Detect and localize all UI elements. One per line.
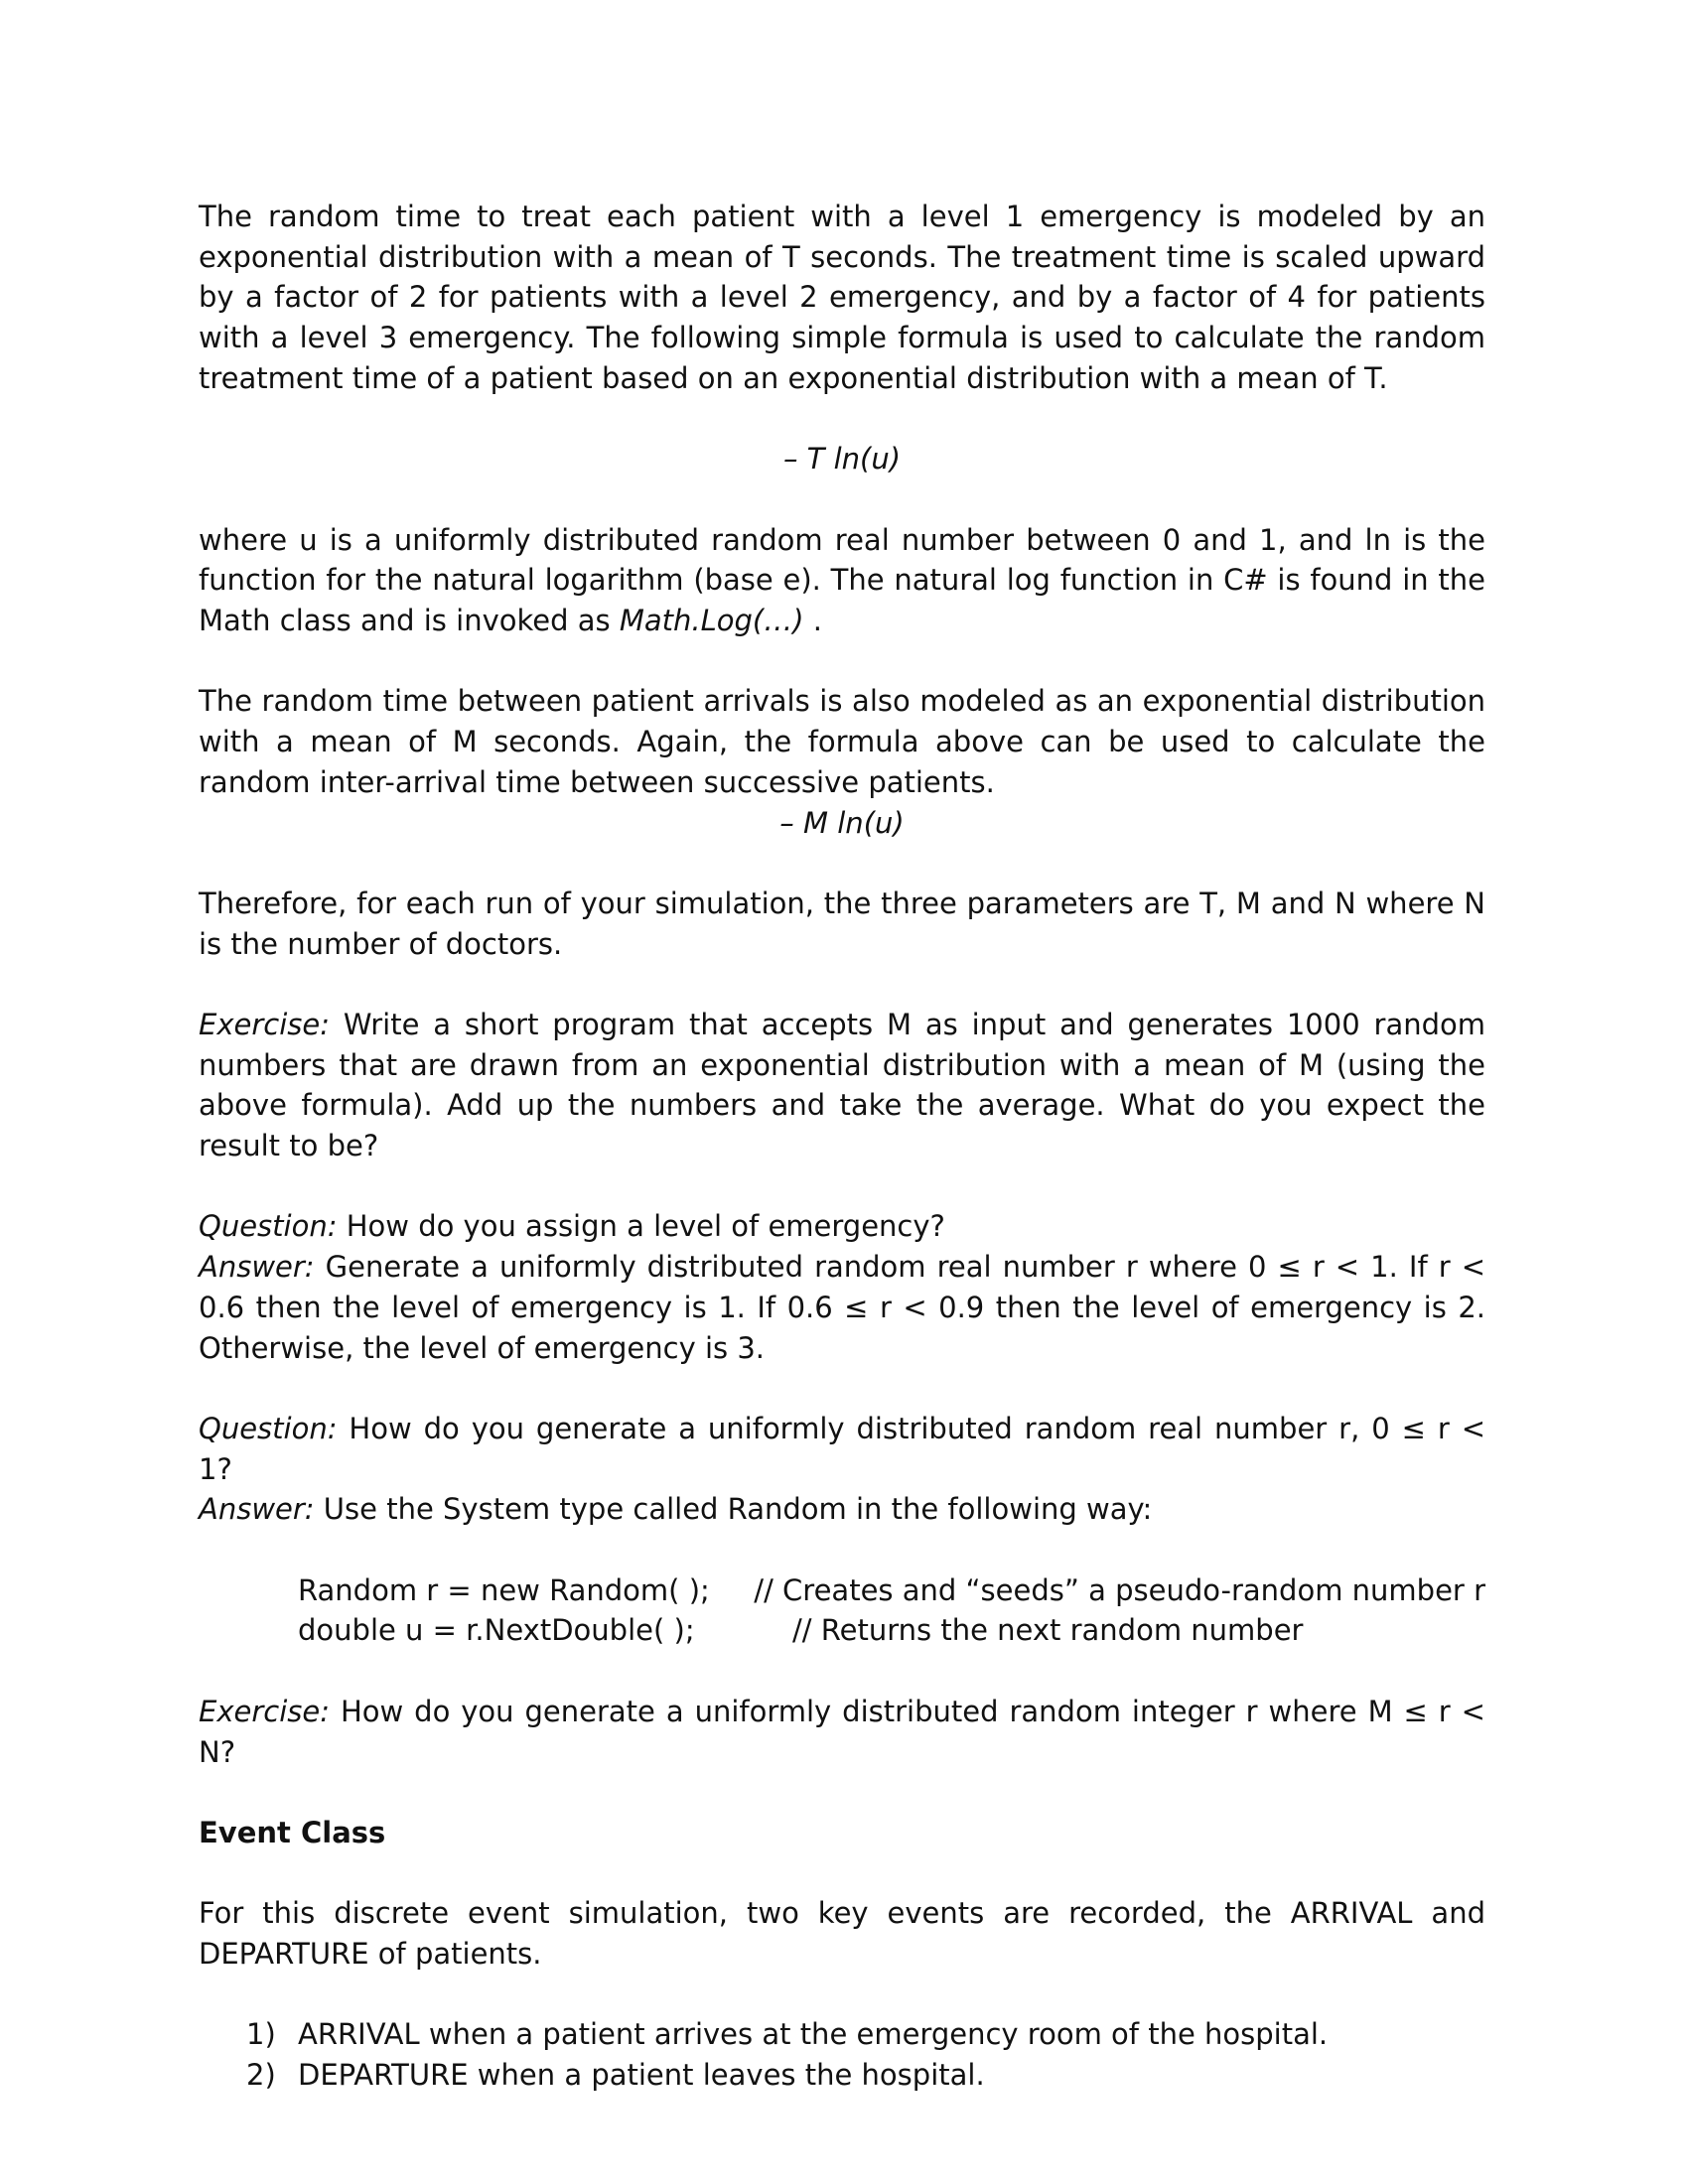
spacer xyxy=(199,1166,1485,1207)
list-item-number: 2) xyxy=(246,2058,276,2093)
answer-label: Answer: xyxy=(199,1492,315,1527)
paragraph-event-intro: For this discrete event simulation, two key events are recorded, the ARRIVAL and DEPARTURE of patients. xyxy=(199,1896,1485,1972)
where-u-end: . xyxy=(803,604,822,637)
exercise-average xyxy=(199,1005,1485,1166)
spacer xyxy=(199,1651,1485,1692)
code-comment: // Returns the next random number xyxy=(792,1613,1304,1648)
spacer xyxy=(199,1853,1485,1894)
list-item-text: ARRIVAL when a patient arrives at the emergency room of the hospital. xyxy=(298,2017,1329,2052)
formula-treatment-time: – T ln(u) xyxy=(782,442,902,477)
spacer xyxy=(199,843,1485,884)
exercise-label: Exercise: xyxy=(199,1694,330,1728)
question-label: Question: xyxy=(199,1209,338,1244)
document-body xyxy=(199,197,1485,2096)
code-sample xyxy=(298,1570,1485,1651)
exercise-text: Write a short program that accepts M as input and generates 1000 random numbers that are drawn from an exponential distribution with a mean of M (using the above formula). Add up the numbers and take the average. What do you expect the result to be? xyxy=(199,1007,1485,1163)
code-line xyxy=(298,1610,1485,1651)
code-line xyxy=(298,1570,1485,1611)
list-item xyxy=(199,2014,1485,2055)
exercise-label: Exercise: xyxy=(199,1007,330,1041)
list-item-text: DEPARTURE when a patient leaves the hospital. xyxy=(298,2058,985,2093)
where-u-text: where u is a uniformly distributed random real number between 0 and 1, and ln is the function for the natural logarithm (base e). The natural log function in C# is found in the Math class and is invoked as xyxy=(199,522,1485,637)
paragraph-where-u xyxy=(199,520,1485,641)
question-text: How do you generate a uniformly distributed random real number r, 0 ≤ r < 1? xyxy=(199,1411,1485,1486)
formula-interarrival: – M ln(u) xyxy=(779,805,905,840)
code-comment: // Creates and “seeds” a pseudo-random number r xyxy=(754,1572,1485,1607)
math-log-code: Math.Log(…) xyxy=(619,604,804,637)
event-list xyxy=(199,2014,1485,2095)
question-text: How do you assign a level of emergency? xyxy=(337,1209,945,1244)
spacer xyxy=(199,479,1485,520)
paragraph-interarrival: The random time between patient arrivals is also modeled as an exponential distribution with a mean of M seconds. Again, the formula above can be used to calculate the random inter-arrival time between successive patients. xyxy=(199,684,1485,799)
question-label: Question: xyxy=(199,1411,338,1445)
exercise-random-integer xyxy=(199,1692,1485,1772)
code-statement: double u = r.NextDouble( ); xyxy=(298,1613,695,1648)
answer-label: Answer: xyxy=(199,1250,315,1285)
spacer xyxy=(199,1975,1485,2015)
question-emergency-level xyxy=(199,1206,1485,1247)
answer-text: Generate a uniformly distributed random real number r where 0 ≤ r < 1. If r < 0.6 then the level of emergency is 1. If 0.6 ≤ r < 0.9 then the level of emergency is 2. Otherwise, the level of emergency is 3. xyxy=(199,1250,1485,1365)
paragraph-treatment-time: The random time to treat each patient with a level 1 emergency is modeled by an exponential distribution with a mean of T seconds. The treatment time is scaled upward by a factor of 2 for patients with a level 2 emergency, and by a factor of 4 for patients with a level 3 emergency. The following simple formula is used to calculate the random treatment time of a patient based on an exponential distribution with a mean of T. xyxy=(199,200,1485,395)
spacer xyxy=(199,1368,1485,1409)
answer-text: Use the System type called Random in the following way: xyxy=(314,1492,1153,1527)
section-heading-event-class: Event Class xyxy=(199,1815,386,1849)
spacer xyxy=(199,1530,1485,1570)
spacer xyxy=(199,641,1485,682)
list-item-number: 1) xyxy=(246,2017,276,2052)
spacer xyxy=(199,1772,1485,1813)
answer-random-real xyxy=(199,1489,1485,1530)
answer-emergency-level xyxy=(199,1247,1485,1368)
paragraph-parameters: Therefore, for each run of your simulation, the three parameters are T, M and N where N is the number of doctors. xyxy=(199,886,1485,961)
spacer xyxy=(199,399,1485,440)
question-random-real xyxy=(199,1409,1485,1489)
exercise-text: How do you generate a uniformly distributed random integer r where M ≤ r < N? xyxy=(199,1694,1485,1769)
list-item xyxy=(199,2055,1485,2096)
spacer xyxy=(199,964,1485,1005)
code-statement: Random r = new Random( ); xyxy=(298,1572,710,1607)
